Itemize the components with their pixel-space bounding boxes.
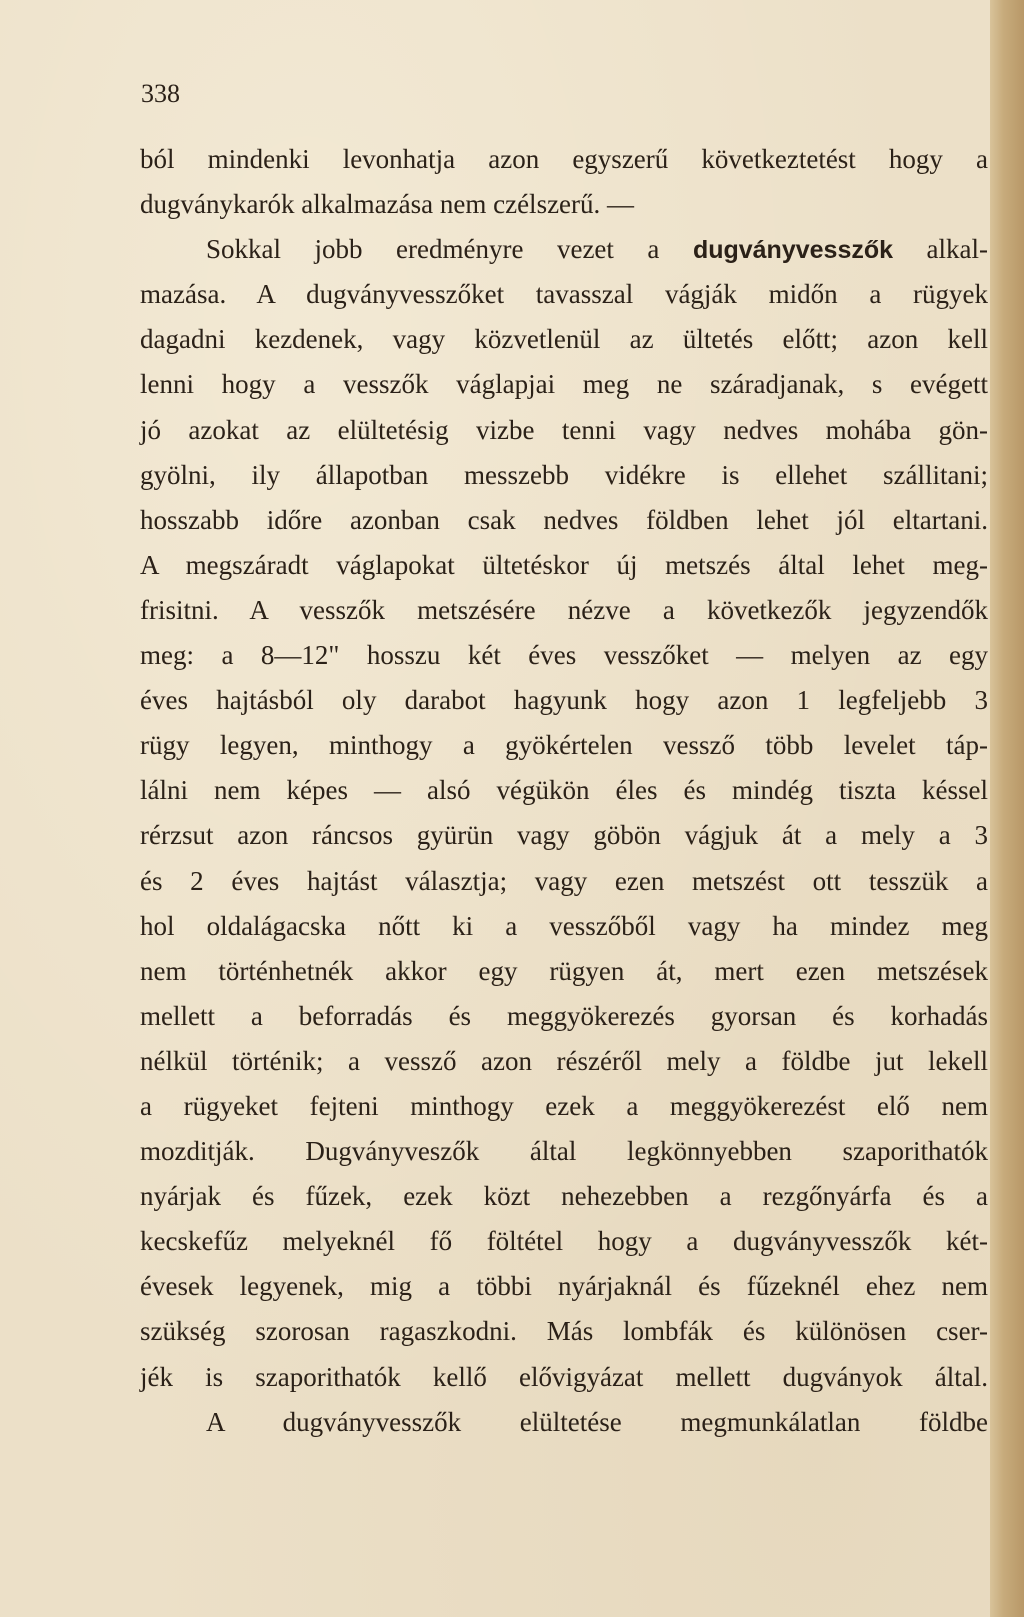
text-line: hosszabb időre azonban csak nedves földben lehet jól eltartani. [140,504,988,535]
text-line: és 2 éves hajtást választja; vagy ezen metszést ott tesszük a [140,865,988,896]
text-line: rérzsut azon ráncsos gyürün vagy göbön vágjuk át a mely a 3 [140,820,988,851]
text-line: ból mindenki levonhatja azon egyszerű következtetést hogy a [140,144,988,174]
text-line: kecskefűz melyeknél fő föltétel hogy a dugványvesszők két- [140,1226,988,1257]
text-line: évesek legyenek, mig a többi nyárjaknál és fűzeknél ehez nem [140,1271,988,1302]
page-number: 338 [141,79,180,108]
bold-term: dugványvesszők [692,236,894,265]
text-line: lálni nem képes — alsó végükön éles és mindég tiszta késsel [140,775,988,806]
text-line: éves hajtásból oly darabot hagyunk hogy azon 1 legfeljebb 3 [140,685,988,716]
text-line: rügy legyen, minthogy a gyökértelen vessző több levelet táp- [140,730,988,761]
text-line: A megszáradt váglapokat ültetéskor új metszés által lehet meg- [140,549,988,580]
text-segment: Sokkal jobb eredményre vezet a [206,234,660,265]
page-edge [990,0,1024,1617]
text-line: szükség szorosan ragaszkodni. Más lombfák és különösen cser- [140,1316,988,1347]
text-line: meg: a 8—12" hosszu két éves vesszőket — melyen az egy [140,640,988,671]
text-line: a rügyeket fejteni minthogy ezek a meggyökerezést elő nem [140,1090,988,1121]
text-line: A dugványvesszők elültetése megmunkálatlan földbe [206,1406,988,1437]
text-line: jó azokat az elültetésig vizbe tenni vagy nedves mohába gön- [140,414,988,445]
text-line: hol oldalágacska nőtt ki a vesszőből vagy ha mindez meg [140,910,988,941]
text-line: gyölni, ily állapotban messzebb vidékre is ellehet szállitani; [140,459,988,490]
text-line: dagadni kezdenek, vagy közvetlenül az ültetés előtt; azon kell [140,324,988,355]
body-text [140,137,988,1445]
text-line: mozditják. Dugványveszők által legkönnyebben szaporithatók [140,1136,988,1167]
text-line: lenni hogy a vesszők váglapjai meg ne száradjanak, s evégett [140,369,988,400]
text-line: mellett a beforradás és meggyökerezés gyorsan és korhadás [140,1000,988,1031]
text-line: frisitni. A vesszők metszésére nézve a következők jegyzendők [140,594,988,625]
text-line: nélkül történik; a vessző azon részéről mely a földbe jut lekell [140,1045,988,1076]
text-segment: alkal- [926,234,989,265]
text-line: nyárjak és fűzek, ezek közt nehezebben a rezgőnyárfa és a [140,1181,988,1212]
text-line: dugványkarók alkalmazása nem czélszerű. — [140,189,635,220]
text-line: jék is szaporithatók kellő elővigyázat mellett dugványok által. [140,1361,988,1392]
text-line: nem történhetnék akkor egy rügyen át, mert ezen metszések [140,955,988,986]
text-line: mazása. A dugványvesszőket tavasszal vágják midőn a rügyek [140,279,988,310]
text-line [140,227,988,272]
